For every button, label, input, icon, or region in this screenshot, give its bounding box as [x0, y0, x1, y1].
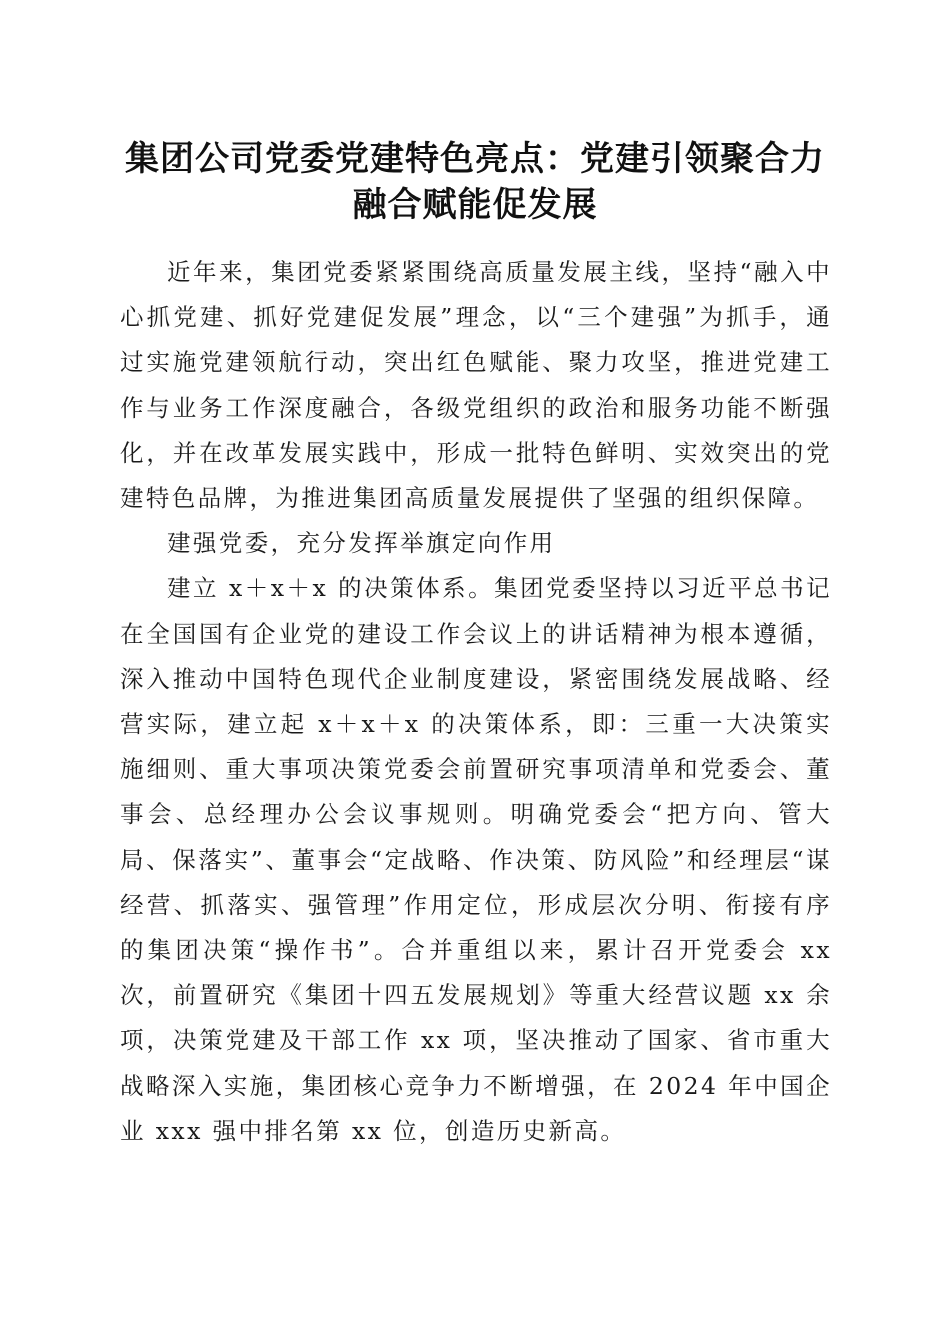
document-title-line-1: 集团公司党委党建特色亮点：党建引领聚合力 [125, 139, 825, 179]
intro-paragraph: 近年来，集团党委紧紧围绕高质量发展主线，坚持“融入中心抓党建、抓好党建促发展”理念，以“三个建强”为抓手，通过实施党建领航行动，突出红色赋能、聚力攻坚，推进党建工作与业务工作深度融合，各级党组织的政治和服务功能不断强化，并在改革发展实践中，形成一批特色鲜明、实效突出的党建特色品牌，为推进集团高质量发展提供了坚强的组织保障。 [120, 258, 832, 513]
document-title [100, 136, 850, 228]
section-heading: 建强党委，充分发挥举旗定向作用 [167, 529, 556, 558]
document-body [120, 250, 832, 1154]
document-title-line-2: 融合赋能促发展 [352, 185, 598, 225]
decision-system-paragraph: 建立 x＋x＋x 的决策体系。集团党委坚持以习近平总书记在全国国有企业党的建设工作会议上的讲话精神为根本遵循，深入推动中国特色现代企业制度建设，紧密围绕发展战略、经营实际，建立起 x＋x＋x 的决策体系，即：三重一大决策实施细则、重大事项决策党委会前置研究事项清单和党委会、董事会、总经理办公会议事规则。明确党委会“把方向、管大局、保落实”、董事会“定战略、作决策、防风险”和经理层“谋经营、抓落实、强管理”作用定位，形成层次分明、衔接有序的集团决策“操作书”。合并重组以来，累计召开党委会 xx 次，前置研究《集团十四五发展规划》等重大经营议题 xx 余项，决策党建及干部工作 xx 项，坚决推动了国家、省市重大战略深入实施，集团核心竞争力不断增强，在 2024 年中国企业 xxx 强中排名第 xx 位，创造历史新高。 [120, 574, 832, 1145]
